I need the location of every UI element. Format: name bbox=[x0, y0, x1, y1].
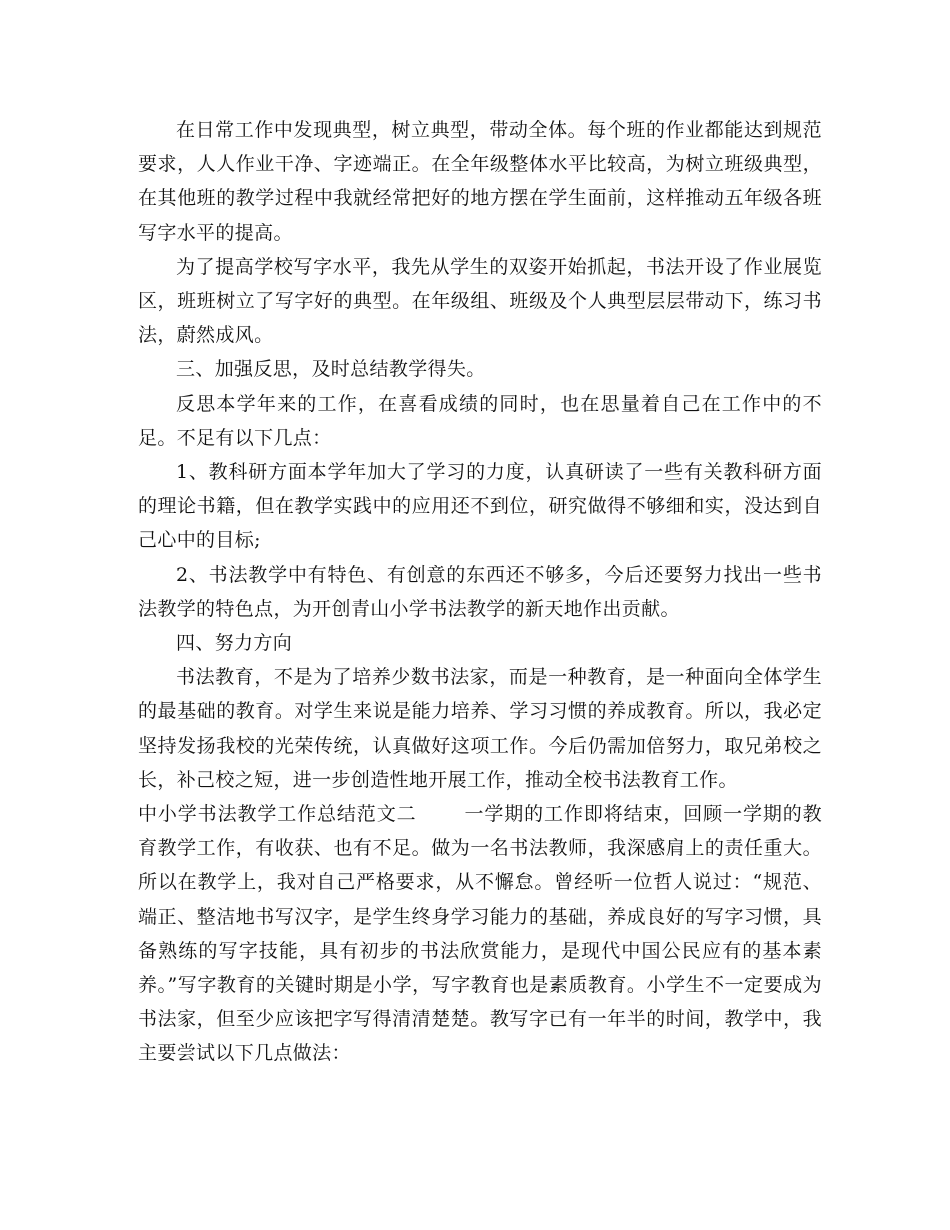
paragraph-shortcomings-intro: 反思本学年来的工作，在喜看成绩的同时，也在思量着自己在工作中的不足。不足有以下几点： bbox=[138, 392, 822, 449]
list-item-features: 2、书法教学中有特色、有创意的东西还不够多，今后还要努力找出一些书法教学的特色点，为开创青山小学书法教学的新天地作出贡献。 bbox=[138, 563, 822, 620]
paragraph-calligraphy-education: 书法教育，不是为了培养少数书法家，而是一种教育，是一种面向全体学生的最基础的教育。对学生来说是能力培养、学习习惯的养成教育。所以，我必定坚持发扬我校的光荣传统，认真做好这项工作。今后仍需加倍努力，取兄弟校之长，补己校之短，进一步创造性地开展工作，推动全校书法教育工作。 bbox=[138, 666, 822, 791]
section-title: 中小学书法教学工作总结范文二 bbox=[138, 803, 417, 826]
section-two-body: 一学期的工作即将结束，回顾一学期的教育教学工作，有收获、也有不足。做为一名书法教师，我深感肩上的责任重大。所以在教学上，我对自己严格要求，从不懈怠。曾经听一位哲人说过：“规范、端正、整洁地书写汉字，是学生终身学习能力的基础，养成良好的写字习惯，具备熟练的写字技能，具有初步的书法欣赏能力，是现代中国公民应有的基本素养。”写字教育的关键时期是小学，写字教育也是素质教育。小学生不一定要成为书法家，但至少应该把字写得清清楚楚。教写字已有一年半的时间，教学中，我主要尝试以下几点做法： bbox=[138, 803, 822, 1065]
paragraph-writing-level: 为了提高学校写字水平，我先从学生的双姿开始抓起，书法开设了作业展览区，班班树立了写字好的典型。在年级组、班级及个人典型层层带动下，练习书法，蔚然成风。 bbox=[138, 255, 822, 347]
paragraph-section-two bbox=[138, 797, 822, 1071]
heading-direction: 四、努力方向 bbox=[176, 632, 293, 655]
list-item-research: 1、教科研方面本学年加大了学习的力度，认真研读了一些有关教科研方面的理论书籍，但在教学实践中的应用还不到位，研究做得不够细和实，没达到自己心中的目标; bbox=[138, 461, 822, 552]
document-body bbox=[138, 113, 822, 1071]
paragraph-typical-examples: 在日常工作中发现典型，树立典型，带动全体。每个班的作业都能达到规范要求，人人作业干净、字迹端正。在全年级整体水平比较高，为树立班级典型，在其他班的教学过程中我就经常把好的地方摆在学生面前，这样推动五年级各班写字水平的提高。 bbox=[138, 119, 822, 244]
heading-reflection: 三、加强反思，及时总结教学得失。 bbox=[176, 358, 486, 381]
